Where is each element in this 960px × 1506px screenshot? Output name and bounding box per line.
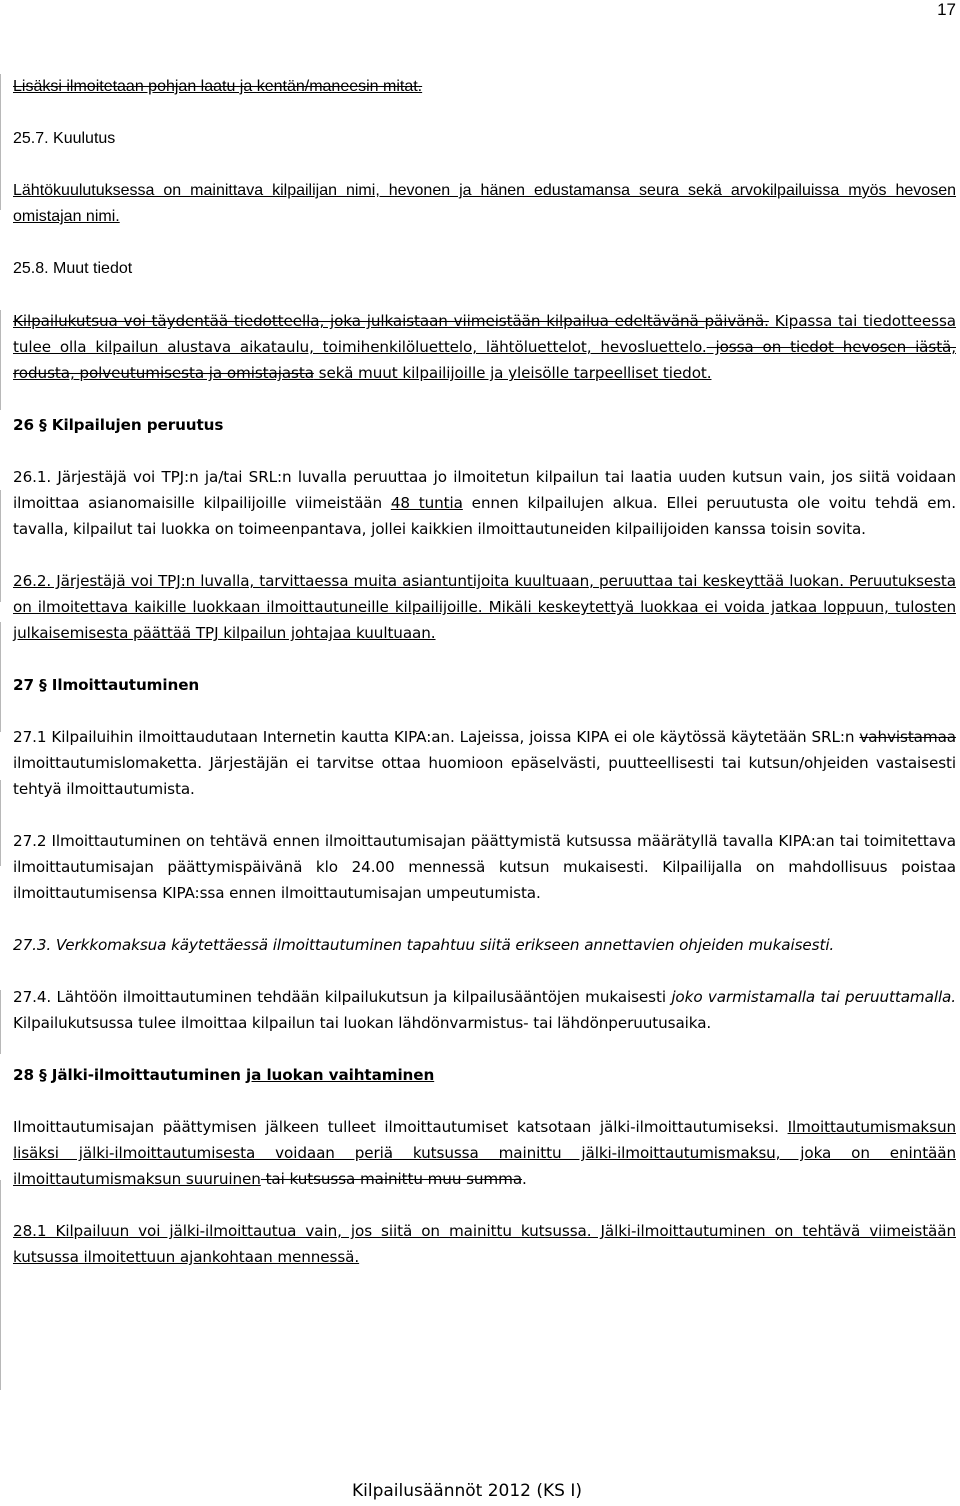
- change-bar: [0, 990, 1, 1054]
- s28-1-text: [13, 1218, 956, 1270]
- s27-3-text: 27.3. Verkkomaksua käytettäessä ilmoittautuminen tapahtuu siitä erikseen annettavien ohjeiden mukaisesti.: [13, 936, 835, 954]
- change-bar: [0, 780, 1, 866]
- s27-4-part3: Kilpailukutsussa tulee ilmoittaa kilpailun tai luokan lähdönvarmistus- tai lähdönperuutusaika.: [13, 1014, 712, 1032]
- s25-8-part1: Kilpailukutsua voi täydentää tiedotteella, joka julkaistaan viimeistään kilpailua edeltävänä päivänä.: [13, 312, 769, 330]
- change-bar: [0, 490, 1, 602]
- change-bar: [0, 1180, 1, 1390]
- s25-7-body: Lähtökuulutuksessa on mainittava kilpailijan nimi, hevonen ja hänen edustamansa seura sekä arvokilpailuissa myös hevosen omistajan nimi.: [13, 182, 956, 225]
- s26-1-part2: 48 tuntia: [390, 494, 463, 512]
- s1-line: [13, 74, 956, 100]
- s28-text: [13, 1114, 956, 1192]
- s26-1-text: [13, 464, 956, 542]
- s25-8-part3: jossa on tiedot hevosen iästä, rodusta, polveutumisesta ja omistajasta: [13, 338, 956, 382]
- s28-part2: Ilmoittautumismaksun lisäksi jälki-ilmoittautumisesta voidaan periä kutsussa mainittu jälki-ilmoittautumismaksu, joka on enintään ilmoittautumismaksun suuruinen: [13, 1118, 956, 1188]
- s27-1-part1: 27.1 Kilpailuihin ilmoittaudutaan Internetin kautta KIPA:an. Lajeissa, joissa KIPA ei ole käytössä käytetään SRL:n: [13, 728, 860, 746]
- s27-1-part3: ilmoittautumislomaketta. Järjestäjän ei tarvitse ottaa huomioon epäselvästi, puutteellisesti tai kutsun/ohjeiden vastaisesti tehtyä ilmoittautumista.: [13, 754, 956, 798]
- s27-1-part2: vahvistamaa: [859, 728, 956, 746]
- s27-4-text: [13, 984, 956, 1036]
- s1-text: Lisäksi ilmoitetaan pohjan laatu ja kentän/maneesin mitat.: [13, 78, 423, 95]
- s26-1-part3: ennen kilpailujen alkua. Ellei peruutusta ole voitu tehdä em. tavalla, kilpailut tai luokka on toimeenpantava, jollei kaikkien ilmoittautuneiden kilpailijoiden kanssa toisin sovita.: [13, 494, 956, 538]
- s27-4-part1: 27.4. Lähtöön ilmoittautuminen tehdään kilpailukutsun ja kilpailusääntöjen mukaisesti: [13, 988, 672, 1006]
- s28-heading-part2: ja luokan vaihtaminen: [246, 1066, 435, 1084]
- s28-part3: tai kutsussa mainittu muu summa: [260, 1170, 523, 1188]
- s25-7-text: [13, 178, 956, 230]
- document-body: [13, 74, 956, 1270]
- section-27-heading: 27 § Ilmoittautuminen: [13, 676, 200, 694]
- s27-2-text: 27.2 Ilmoittautuminen on tehtävä ennen ilmoittautumisajan päättymistä kutsussa määrätyllä tavalla KIPA:an tai toimitettava ilmoittautumisajan päättymispäivänä klo 24.00 mennessä kutsun mukaisesti. Kilpailijalla on mahdollisuus poistaa ilmoittautumisensa KIPA:ssa ennen ilmoittautumisajan umpeutumista.: [13, 832, 956, 902]
- s26-2-body: 26.2. Järjestäjä voi TPJ:n luvalla, tarvittaessa muita asiantuntijoita kuultuaan, peruuttaa tai keskeyttää luokan. Peruutuksesta on ilmoitettava kaikille luokkaan ilmoittautuneille kilpailijoille. Mikäli keskeytettyä luokkaa ei voida jatkaa loppuun, tulosten julkaisemisesta päättää TPJ kilpailun johtajaa kuultuaan.: [13, 572, 956, 642]
- s25-8-part2: Kipassa tai tiedotteessa tulee olla kilpailun alustava aikataulu, toimihenkilöluettelo, lähtöluettelot, hevosluettelo.: [13, 312, 956, 356]
- page-number: 17: [937, 0, 956, 19]
- s26-1-part1: 26.1. Järjestäjä voi TPJ:n ja/tai SRL:n luvalla peruuttaa jo ilmoitetun kilpailun tai laatia uuden kutsun vain, jos siitä voidaan ilmoittaa asianomaisille kilpailijoille viimeistään: [13, 468, 956, 512]
- change-bar: [0, 74, 1, 210]
- section-28-heading: [13, 1062, 956, 1088]
- s28-1-body: 28.1 Kilpailuun voi jälki-ilmoittautua vain, jos siitä on mainittu kutsussa. Jälki-ilmoittautuminen on tehtävä viimeistään kutsussa ilmoitettuun ajankohtaan mennessä.: [13, 1222, 956, 1266]
- s28-part1: Ilmoittautumisajan päättymisen jälkeen tulleet ilmoittautumiset katsotaan jälki-ilmoittautumiseksi.: [13, 1118, 788, 1136]
- change-bar: [0, 310, 1, 410]
- s25-8-heading: 25.8. Muut tiedot: [13, 260, 133, 277]
- footer: Kilpailusäännöt 2012 (KS I): [352, 1481, 583, 1501]
- s25-7-heading: 25.7. Kuulutus: [13, 130, 116, 147]
- s27-4-part2: joko varmistamalla tai peruuttamalla.: [671, 988, 956, 1006]
- s25-8-text: [13, 308, 956, 386]
- s28-heading-part1: 28 § Jälki-ilmoittautuminen: [13, 1066, 246, 1084]
- s25-8-part4: sekä muut kilpailijoille ja yleisölle tarpeelliset tiedot.: [313, 364, 712, 382]
- s27-1-text: [13, 724, 956, 802]
- section-26-heading: 26 § Kilpailujen peruutus: [13, 416, 224, 434]
- s26-2-text: [13, 568, 956, 646]
- s28-part4: .: [522, 1170, 527, 1188]
- change-bar: [0, 622, 1, 732]
